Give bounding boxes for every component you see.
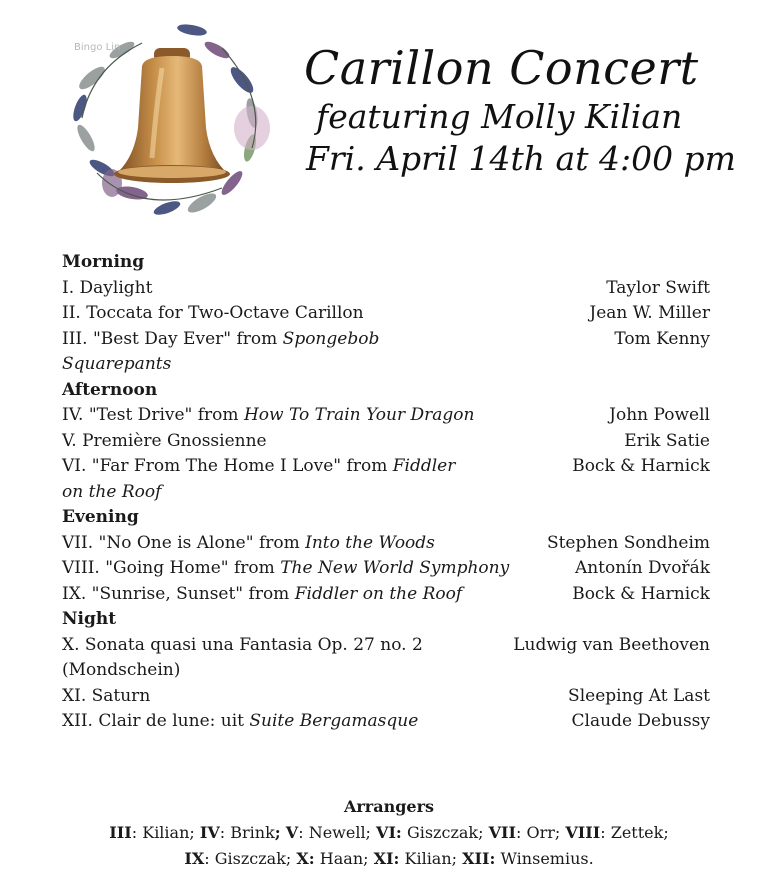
arrangers-section <box>0 794 778 872</box>
piece-title: III. "Best Day Ever" from Spongebob Squarepants <box>62 328 380 374</box>
piece-title: VII. "No One is Alone" from Into the Woods <box>62 532 435 553</box>
program-item <box>62 582 710 608</box>
piece-title: XI. Saturn <box>62 685 151 706</box>
watermark-text: Bingo Lin <box>74 42 121 53</box>
program-item <box>62 684 710 710</box>
piece-title: II. Toccata for Two-Octave Carillon <box>62 303 364 323</box>
program-item <box>62 276 710 302</box>
arrangers-heading: Arrangers <box>343 797 435 816</box>
section-heading-morning: Morning <box>62 252 145 272</box>
piece-composer: Tom Kenny <box>614 328 710 349</box>
section-heading-night: Night <box>62 609 117 629</box>
piece-title: I. Daylight <box>62 277 153 298</box>
piece-composer: Bock & Harnick <box>572 456 710 476</box>
section-heading-afternoon: Afternoon <box>62 379 158 400</box>
piece-composer: Jean W. Miller <box>589 303 710 323</box>
concert-title: Carillon Concert <box>304 41 699 95</box>
piece-composer: John Powell <box>609 405 710 425</box>
piece-composer: Ludwig van Beethoven <box>513 634 710 655</box>
piece-title: VIII. "Going Home" from The New World Symphony <box>62 558 510 578</box>
program-list <box>62 250 710 735</box>
program-item <box>62 556 710 582</box>
arrangers-line-1: III: Kilian; IV: Brink; V: Newell; VI: Giszczak; VII: Orr; VIII: Zettek; <box>109 823 669 842</box>
program-item <box>62 531 710 557</box>
program-item <box>62 454 710 505</box>
piece-composer: Taylor Swift <box>606 277 710 298</box>
program-item <box>62 403 710 429</box>
program-item <box>62 709 710 735</box>
piece-composer: Sleeping At Last <box>568 685 710 706</box>
concert-subtitle: featuring Molly Kilian <box>316 97 683 136</box>
piece-composer: Bock & Harnick <box>572 583 710 604</box>
program-item <box>62 429 710 455</box>
arrangers-line-2: IX: Giszczak; X: Haan; XI: Kilian; XII: Winsemius. <box>184 849 594 868</box>
program-item <box>62 327 710 378</box>
program-item <box>62 301 710 327</box>
piece-title: VI. "Far From The Home I Love" from Fiddler on the Roof <box>62 456 456 502</box>
piece-title: V. Première Gnossienne <box>62 430 267 451</box>
piece-composer: Antonín Dvořák <box>574 558 710 578</box>
piece-composer: Claude Debussy <box>571 711 710 731</box>
title-block <box>300 40 770 180</box>
bell-illustration <box>52 8 292 232</box>
piece-title: IX. "Sunrise, Sunset" from Fiddler on the Roof <box>62 583 463 604</box>
piece-title: XII. Clair de lune: uit Suite Bergamasque <box>62 711 419 731</box>
section-heading-evening: Evening <box>62 507 139 527</box>
piece-composer: Erik Satie <box>624 430 710 451</box>
concert-date: Fri. April 14th at 4:00 pm <box>306 139 736 178</box>
piece-title: X. Sonata quasi una Fantasia Op. 27 no. 2 (Mondschein) <box>62 634 423 680</box>
program-item <box>62 633 710 684</box>
piece-composer: Stephen Sondheim <box>546 532 710 553</box>
piece-title: IV. "Test Drive" from How To Train Your Dragon <box>62 405 475 425</box>
